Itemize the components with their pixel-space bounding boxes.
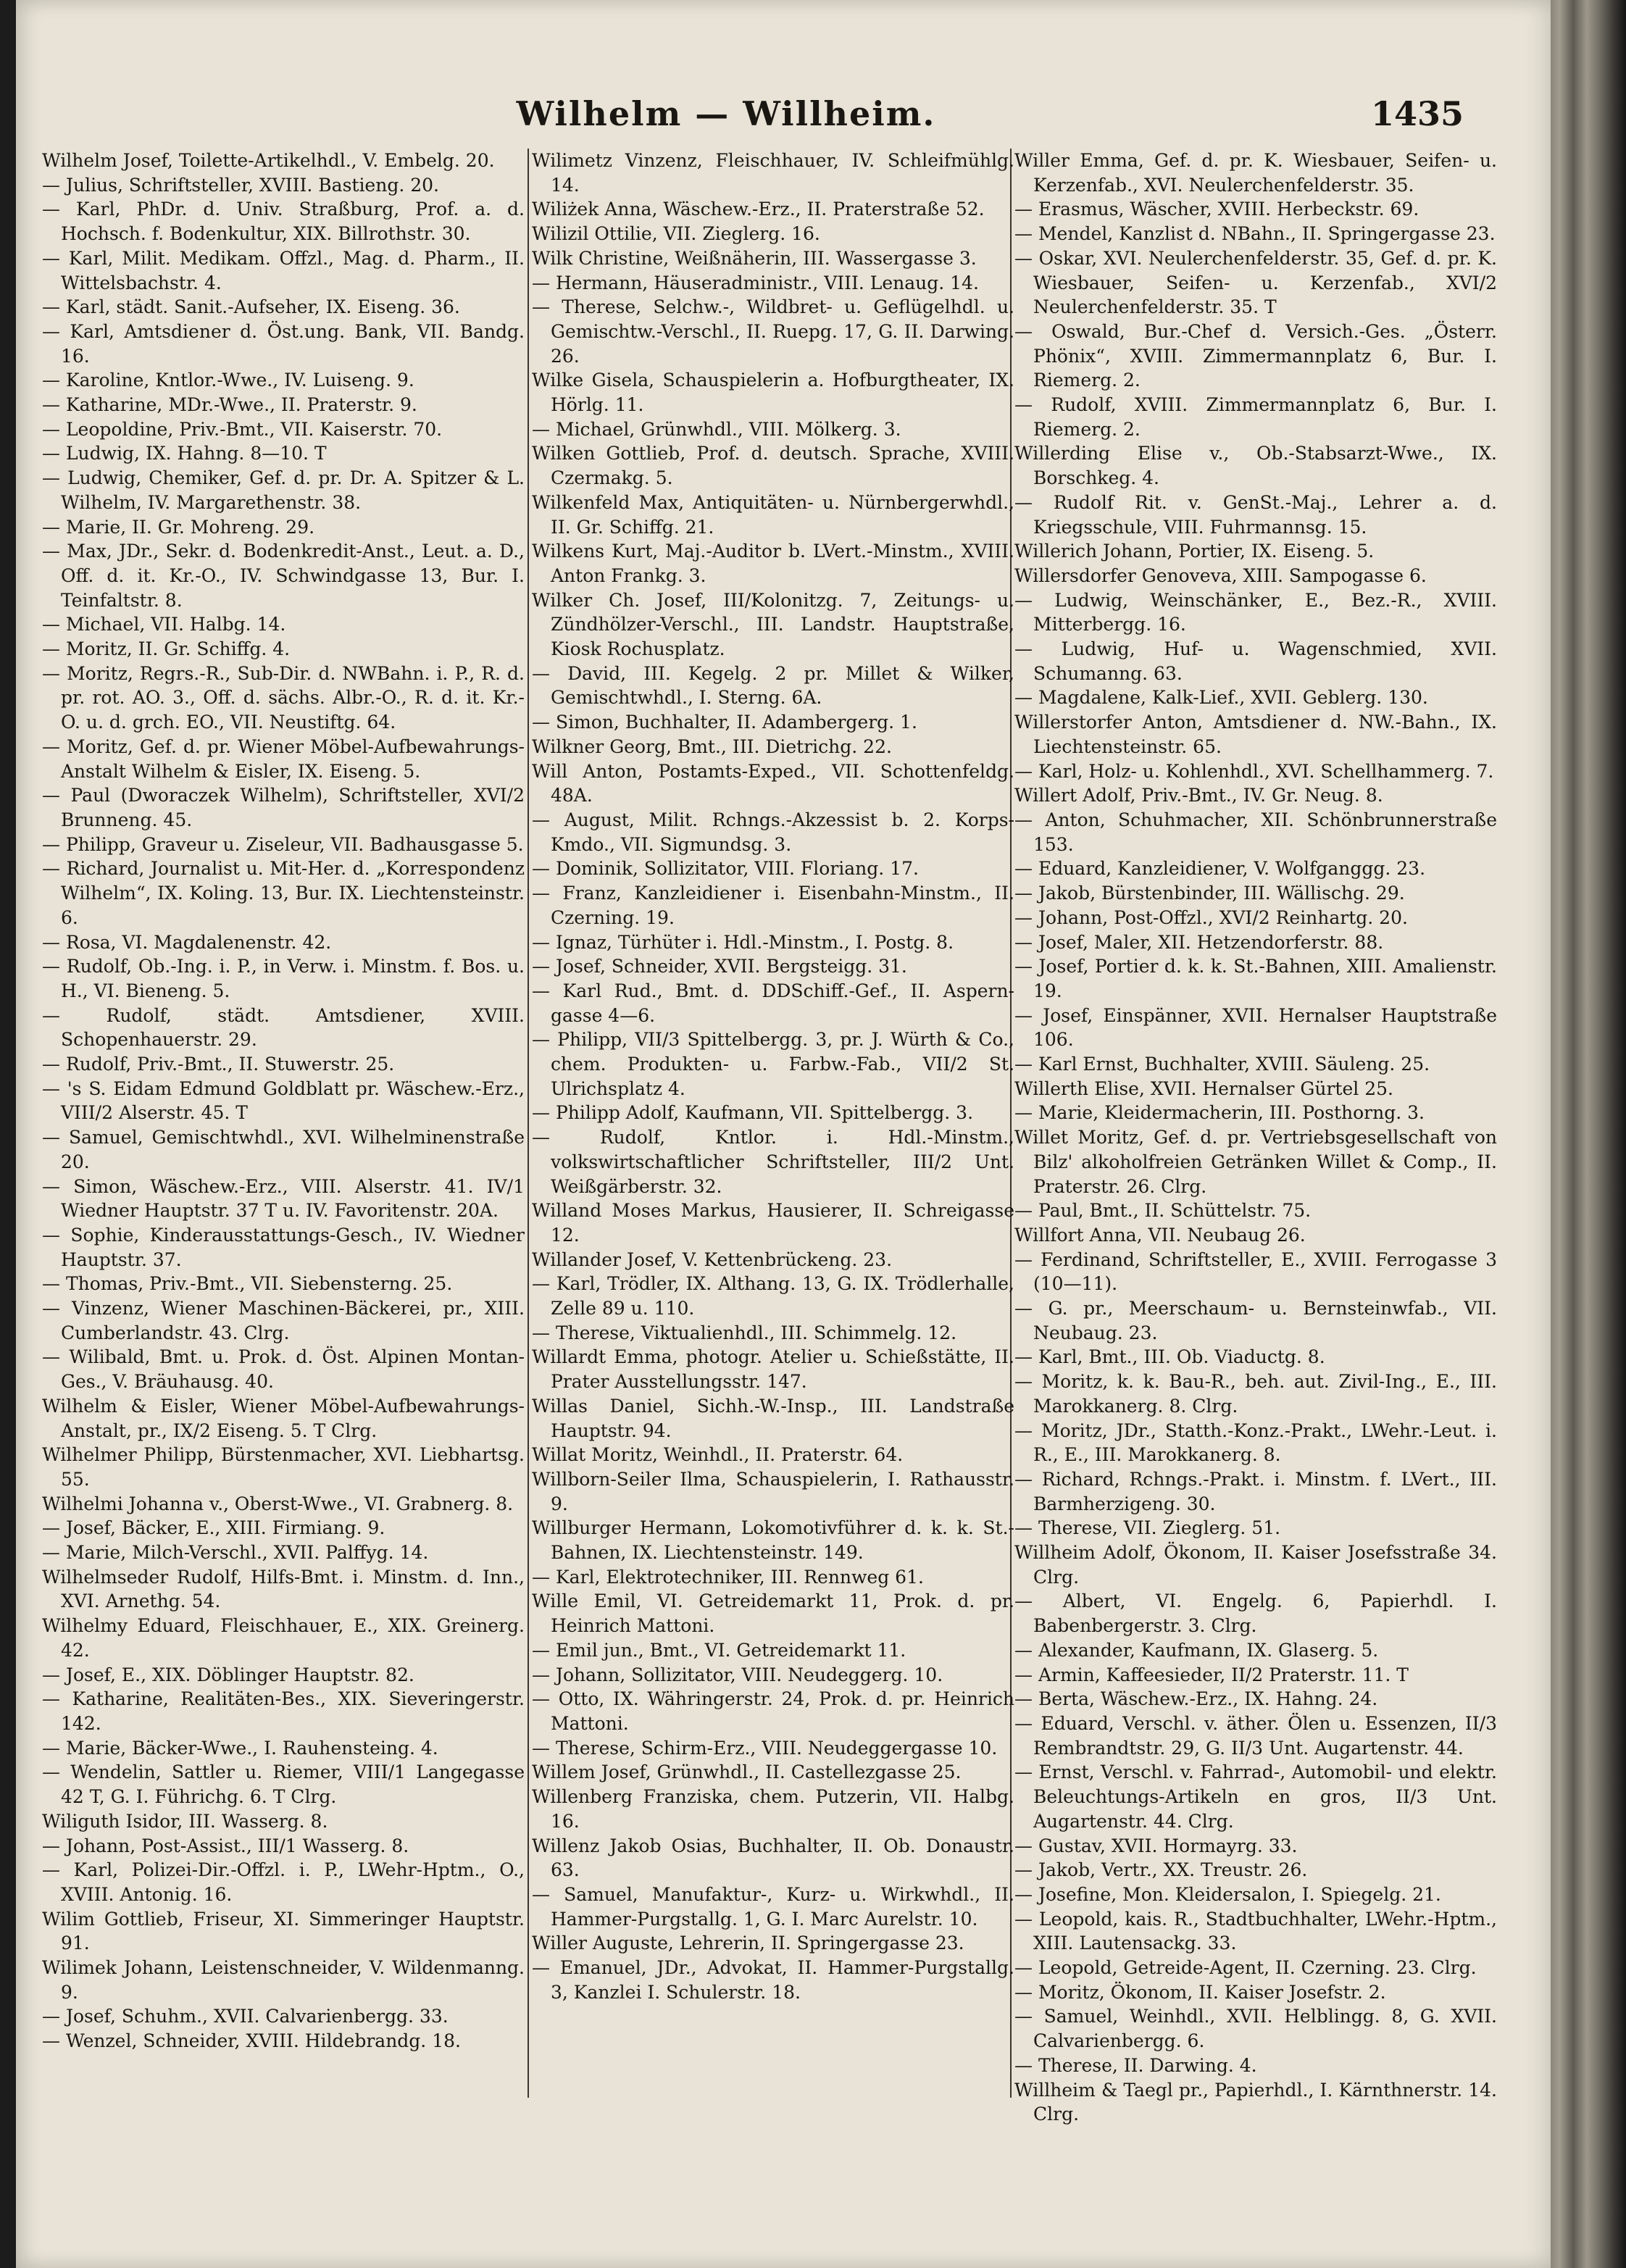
directory-entry: — Rudolf, Priv.-Bmt., II. Stuwerstr. 25. [42, 1054, 395, 1075]
directory-entry: — Jakob, Vertr., XX. Treustr. 26. [1014, 1859, 1308, 1881]
directory-entry: Wilhelmseder Rudolf, Hilfs-Bmt. i. Minstm. d. Inn., XVI. Arnethg. 54. [42, 1566, 525, 1612]
directory-entry: Wilker Ch. Josef, III/Kolonitzg. 7, Zeitungs- u. Zündhölzer-Verschl., III. Landstr. Hauptstraße, Kiosk Rochusplatz. [532, 589, 1014, 660]
directory-entry: — Ludwig, Huf- u. Wagenschmied, XVII. Schumanng. 63. [1014, 638, 1497, 684]
directory-entry: — Richard, Journalist u. Mit-Her. d. „Korrespondenz Wilhelm“, IX. Koling. 13, Bur. IX. Liechtensteinstr. 6. [42, 858, 525, 928]
directory-entry: — Therese, II. Darwing. 4. [1014, 2054, 1257, 2076]
directory-entry: Willfort Anna, VII. Neubaug 26. [1014, 1224, 1306, 1246]
directory-entry: — David, III. Kegelg. 2 pr. Millet & Wilker, Gemischtwhdl., I. Sterng. 6A. [532, 662, 1014, 709]
directory-entry: — Mendel, Kanzlist d. NBahn., II. Springergasse 23. [1014, 223, 1496, 245]
directory-entry: — Hermann, Häuseradministr., VIII. Lenaug. 14. [532, 272, 979, 293]
directory-entry: — Moritz, Ökonom, II. Kaiser Josefstr. 2. [1014, 1981, 1386, 2003]
directory-entry: — Gustav, XVII. Hormayrg. 33. [1014, 1835, 1298, 1856]
directory-entry: — Ferdinand, Schriftsteller, E., XVIII. Ferrogasse 3 (10—11). [1014, 1248, 1497, 1295]
page-number: 1435 [1370, 94, 1464, 133]
directory-entry: — Josef, Schuhm., XVII. Calvarienbergg. 33. [42, 2006, 449, 2027]
directory-entry: Wilk Christine, Weißnäherin, III. Wassergasse 3. [532, 247, 977, 269]
directory-entry: — Richard, Rchngs.-Prakt. i. Minstm. f. LVert., III. Barmherzigeng. 30. [1014, 1468, 1497, 1514]
directory-entry: — Karl, Elektrotechniker, III. Rennweg 61. [532, 1566, 924, 1588]
directory-entry: — Paul, Bmt., II. Schüttelstr. 75. [1014, 1200, 1312, 1222]
directory-entry: Wilke Gisela, Schauspielerin a. Hofburgtheater, IX. Hörlg. 11. [532, 370, 1014, 416]
directory-entry: Willer Auguste, Lehrerin, II. Springergasse 23. [532, 1933, 964, 1954]
directory-entry: — Sophie, Kinderausstattungs-Gesch., IV. Wiedner Hauptstr. 37. [42, 1224, 525, 1270]
directory-entry: Wille Emil, VI. Getreidemarkt 11, Prok. d. pr. Heinrich Mattoni. [532, 1590, 1014, 1637]
directory-entry: — Therese, Schirm-Erz., VIII. Neudeggergasse 10. [532, 1737, 998, 1759]
directory-entry: — Simon, Wäschew.-Erz., VIII. Alserstr. 41. IV/1 Wiedner Hauptstr. 37 T u. IV. Favoritenstr. 20A. [42, 1175, 525, 1222]
directory-entry: — Leopold, kais. R., Stadtbuchhalter, LWehr.-Hptm., XIII. Lautensackg. 33. [1014, 1908, 1497, 1954]
directory-entry: — Josefine, Mon. Kleidersalon, I. Spiegelg. 21. [1014, 1883, 1441, 1905]
directory-entry: — Marie, II. Gr. Mohreng. 29. [42, 516, 315, 538]
directory-entry: — Josef, Portier d. k. k. St.-Bahnen, XIII. Amalienstr. 19. [1014, 956, 1497, 1001]
directory-entry: Willardt Emma, photogr. Atelier u. Schießstätte, II. Prater Ausstellungsstr. 147. [532, 1346, 1014, 1393]
directory-entry: — Marie, Milch-Verschl., XVII. Palffyg. 14. [42, 1542, 429, 1564]
directory-entry: — G. pr., Meerschaum- u. Bernsteinwfab., VII. Neubaug. 23. [1014, 1298, 1497, 1343]
directory-entry: — Rudolf, Ob.-Ing. i. P., in Verw. i. Minstm. f. Bos. u. H., VI. Bieneng. 5. [42, 956, 525, 1001]
directory-entry: — Karl, Trödler, IX. Althang. 13, G. IX. Trödlerhalle, Zelle 89 u. 110. [532, 1273, 1014, 1319]
directory-entry: — Vinzenz, Wiener Maschinen-Bäckerei, pr., XIII. Cumberlandstr. 43. Clrg. [42, 1298, 525, 1343]
directory-entry: Wilimetz Vinzenz, Fleischhauer, IV. Schleifmühlg. 14. [532, 150, 1014, 196]
directory-entry: — Michael, VII. Halbg. 14. [42, 614, 286, 635]
directory-entry: — Ernst, Verschl. v. Fahrrad-, Automobil- und elektr. Beleuchtungs-Artikeln en gros, II/3 Unt. Augartenstr. 44. Clrg. [1014, 1762, 1497, 1832]
directory-entry: Willas Daniel, Sichh.-W.-Insp., III. Landstraße Hauptstr. 94. [532, 1395, 1014, 1441]
directory-entry: — Moritz, JDr., Statth.-Konz.-Prakt., LWehr.-Leut. i. R., E., III. Marokkanerg. 8. [1014, 1419, 1497, 1466]
directory-entry: Willander Josef, V. Kettenbrückeng. 23. [532, 1248, 893, 1270]
directory-entry: Willenberg Franziska, chem. Putzerin, VII. Halbg. 16. [532, 1786, 1014, 1832]
directory-entry: — Karl, PhDr. d. Univ. Straßburg, Prof. a. d. Hochsch. f. Bodenkultur, XIX. Billrothstr. 30. [42, 199, 525, 245]
directory-entry: — Josef, Bäcker, E., XIII. Firmiang. 9. [42, 1517, 385, 1539]
directory-entry: — Philipp, Graveur u. Ziseleur, VII. Badhausgasse 5. [42, 833, 524, 855]
directory-entry: Wilhelmer Philipp, Bürstenmacher, XVI. Liebhartsg. 55. [42, 1444, 525, 1490]
column-1 [42, 149, 525, 2105]
directory-entry: Wilhelm Josef, Toilette-Artikelhdl., V. Embelg. 20. [42, 150, 495, 171]
page-title: Wilhelm — Willheim. [516, 94, 936, 133]
directory-entry: Willerding Elise v., Ob.-Stabsarzt-Wwe., IX. Borschkeg. 4. [1014, 443, 1497, 489]
directory-entry: — Magdalene, Kalk-Lief., XVII. Geblerg. 130. [1014, 687, 1428, 709]
directory-entry: — Franz, Kanzleidiener i. Eisenbahn-Minstm., II. Czerning. 19. [532, 883, 1014, 928]
directory-entry: — Oswald, Bur.-Chef d. Versich.-Ges. „Österr. Phönix“, XVIII. Zimmermannplatz 6, Bur. I. Riemerg. 2. [1014, 320, 1497, 391]
directory-entry: — Moritz, II. Gr. Schiffg. 4. [42, 638, 291, 660]
directory-entry: Willerstorfer Anton, Amtsdiener d. NW.-Bahn., IX. Liechtensteinstr. 65. [1014, 712, 1497, 757]
directory-entry: Willheim & Taegl pr., Papierhdl., I. Kärnthnerstr. 14. Clrg. [1014, 2079, 1497, 2125]
directory-entry: — Karoline, Kntlor.-Wwe., IV. Luiseng. 9. [42, 370, 414, 391]
directory-entry: — Julius, Schriftsteller, XVIII. Bastieng. 20. [42, 174, 439, 196]
directory-entry: — Ludwig, IX. Hahng. 8—10. T [42, 443, 327, 464]
directory-entry: — Wilibald, Bmt. u. Prok. d. Öst. Alpinen Montan-Ges., V. Bräuhausg. 40. [42, 1346, 525, 1393]
directory-entry: — Rudolf, XVIII. Zimmermannplatz 6, Bur. I. Riemerg. 2. [1014, 394, 1497, 440]
directory-entry: — Albert, VI. Engelg. 6, Papierhdl. I. Babenbergerstr. 3. Clrg. [1014, 1590, 1497, 1637]
directory-entry: — Jakob, Bürstenbinder, III. Wällischg. 29. [1014, 883, 1405, 904]
directory-entry: — Armin, Kaffeesieder, II/2 Praterstr. 11. T [1014, 1664, 1409, 1685]
directory-entry: Willert Adolf, Priv.-Bmt., IV. Gr. Neug. 8. [1014, 785, 1383, 806]
directory-entry: — Karl, Amtsdiener d. Öst.ung. Bank, VII. Bandg. 16. [42, 320, 525, 367]
directory-entry: Wiliguth Isidor, III. Wasserg. 8. [42, 1810, 328, 1832]
directory-entry: — Moritz, Gef. d. pr. Wiener Möbel-Aufbewahrungs-Anstalt Wilhelm & Eisler, IX. Eiseng. 5. [42, 735, 525, 782]
directory-entry: Willburger Hermann, Lokomotivführer d. k. k. St.-Bahnen, IX. Liechtensteinstr. 149. [532, 1517, 1014, 1564]
directory-entry: — Thomas, Priv.-Bmt., VII. Siebensterng. 25. [42, 1273, 453, 1295]
directory-entry: — Therese, Selchw.-, Wildbret- u. Geflügelhdl. u. Gemischtw.-Verschl., II. Ruepg. 17, G. II. Darwing. 26. [532, 296, 1014, 367]
directory-entry: — Anton, Schuhmacher, XII. Schönbrunnerstraße 153. [1014, 809, 1497, 855]
directory-entry: — Ignaz, Türhüter i. Hdl.-Minstm., I. Postg. 8. [532, 931, 954, 953]
directory-entry: — Josef, E., XIX. Döblinger Hauptstr. 82. [42, 1664, 414, 1685]
directory-entry: Wilken Gottlieb, Prof. d. deutsch. Sprache, XVIII. Czermakg. 5. [532, 443, 1014, 489]
directory-entry: Wilhelmy Eduard, Fleischhauer, E., XIX. Greinerg. 42. [42, 1615, 525, 1661]
directory-entry: — Moritz, k. k. Bau-R., beh. aut. Zivil-Ing., E., III. Marokkanerg. 8. Clrg. [1014, 1371, 1497, 1417]
directory-entry: — Samuel, Manufaktur-, Kurz- u. Wirkwhdl., II. Hammer-Purgstallg. 1, G. I. Marc Aurelstr. 10. [532, 1883, 1014, 1930]
directory-entry: Wilim Gottlieb, Friseur, XI. Simmeringer Hauptstr. 91. [42, 1908, 525, 1954]
directory-entry: — Josef, Maler, XII. Hetzendorferstr. 88. [1014, 931, 1384, 953]
directory-entry: — Karl Ernst, Buchhalter, XVIII. Säuleng. 25. [1014, 1054, 1430, 1075]
directory-entry: — Katharine, Realitäten-Bes., XIX. Sieveringerstr. 142. [42, 1688, 525, 1734]
directory-entry: — Samuel, Gemischtwhdl., XVI. Wilhelminenstraße 20. [42, 1127, 525, 1172]
directory-entry: — Marie, Bäcker-Wwe., I. Rauhensteing. 4. [42, 1737, 438, 1759]
directory-entry: — Rudolf, städt. Amtsdiener, XVIII. Schopenhauerstr. 29. [42, 1004, 525, 1051]
directory-entry: Wilkner Georg, Bmt., III. Dietrichg. 22. [532, 735, 892, 757]
directory-entry: Willerich Johann, Portier, IX. Eiseng. 5. [1014, 541, 1375, 562]
directory-entry: — Ludwig, Weinschänker, E., Bez.-R., XVIII. Mitterbergg. 16. [1014, 589, 1497, 635]
directory-entry: — Johann, Post-Assist., III/1 Wasserg. 8. [42, 1835, 409, 1856]
directory-entry: — Johann, Sollizitator, VIII. Neudeggerg. 10. [532, 1664, 943, 1685]
directory-entry: Willheim Adolf, Ökonom, II. Kaiser Josefsstraße 34. Clrg. [1014, 1542, 1497, 1588]
directory-entry: — Rudolf, Kntlor. i. Hdl.-Minstm., volkswirtschaftlicher Schriftsteller, III/2 Unt. Weißgärberstr. 32. [532, 1127, 1014, 1197]
directory-entry: — Therese, Viktualienhdl., III. Schimmelg. 12. [532, 1322, 957, 1343]
directory-entry: — Otto, IX. Währingerstr. 24, Prok. d. pr. Heinrich Mattoni. [532, 1688, 1014, 1734]
directory-entry: — Karl, städt. Sanit.-Aufseher, IX. Eiseng. 36. [42, 296, 460, 318]
directory-entry: — Marie, Kleidermacherin, III. Posthorng. 3. [1014, 1102, 1425, 1124]
column-3 [1014, 149, 1497, 2125]
directory-entry: — Johann, Post-Offzl., XVI/2 Reinhartg. 20. [1014, 906, 1408, 928]
directory-entry: — Karl, Holz- u. Kohlenhdl., XVI. Schellhammerg. 7. [1014, 760, 1494, 782]
directory-entry: Willem Josef, Grünwhdl., II. Castellezgasse 25. [532, 1762, 962, 1783]
directory-entry: — Josef, Einspänner, XVII. Hernalser Hauptstraße 106. [1014, 1004, 1497, 1051]
directory-entry: — Oskar, XVI. Neulerchenfelderstr. 35, Gef. d. pr. K. Wiesbauer, Seifen- u. Kerzenfab., XVI/2 Neulerchenfelderstr. 35. T [1014, 247, 1497, 318]
directory-entry: — Max, JDr., Sekr. d. Bodenkredit-Anst., Leut. a. D., Off. d. it. Kr.-O., IV. Schwindgasse 13, Bur. I. Teinfaltstr. 8. [42, 541, 525, 611]
directory-entry: Wiliżek Anna, Wäschew.-Erz., II. Praterstraße 52. [532, 199, 985, 220]
directory-entry: — Emanuel, JDr., Advokat, II. Hammer-Purgstallg. 3, Kanzlei I. Schulerstr. 18. [532, 1957, 1014, 2003]
column-divider [528, 149, 529, 2098]
directory-entry: Wilizil Ottilie, VII. Zieglerg. 16. [532, 223, 820, 245]
directory-entry: — Josef, Schneider, XVII. Bergsteigg. 31. [532, 956, 907, 977]
directory-entry: — Karl, Bmt., III. Ob. Viaductg. 8. [1014, 1346, 1325, 1368]
directory-entry: — Simon, Buchhalter, II. Adambergerg. 1. [532, 712, 917, 733]
directory-entry: — Karl Rud., Bmt. d. DDSchiff.-Gef., II. Aspern-gasse 4—6. [532, 980, 1014, 1026]
directory-entry: — Rudolf Rit. v. GenSt.-Maj., Lehrer a. d. Kriegsschule, VIII. Fuhrmannsg. 15. [1014, 491, 1497, 538]
directory-entry: — Wenzel, Schneider, XVIII. Hildebrandg. 18. [42, 2030, 461, 2052]
directory-entry: Willersdorfer Genoveva, XIII. Sampogasse 6. [1014, 564, 1427, 586]
directory-entry: — Dominik, Sollizitator, VIII. Floriang. 17. [532, 858, 919, 880]
directory-entry: — Wendelin, Sattler u. Riemer, VIII/1 Langegasse 42 T, G. I. Führichg. 6. T Clrg. [42, 1762, 525, 1808]
directory-entry: Wilhelm & Eisler, Wiener Möbel-Aufbewahrungs-Anstalt, pr., IX/2 Eiseng. 5. T Clrg. [42, 1395, 525, 1441]
directory-entry: — Moritz, Regrs.-R., Sub-Dir. d. NWBahn. i. P., R. d. pr. rot. AO. 3., Off. d. sächs. Albr.-O., R. d. it. Kr.-O. u. d. grch. EO., VII. Neustiftg. 64. [42, 662, 525, 733]
column-2 [532, 149, 1014, 2105]
directory-entry: — 's S. Eidam Edmund Goldblatt pr. Wäschew.-Erz., VIII/2 Alserstr. 45. T [42, 1077, 525, 1124]
directory-entry: Willenz Jakob Osias, Buchhalter, II. Ob. Donaustr. 63. [532, 1835, 1014, 1881]
directory-entry: — Eduard, Verschl. v. äther. Ölen u. Essenzen, II/3 Rembrandtstr. 29, G. II/3 Unt. Augartenstr. 44. [1014, 1713, 1497, 1759]
directory-entry: — Karl, Milit. Medikam. Offzl., Mag. d. Pharm., II. Wittelsbachstr. 4. [42, 247, 525, 293]
directory-entry: — Paul (Dworaczek Wilhelm), Schriftsteller, XVI/2 Brunneng. 45. [42, 785, 525, 830]
directory-entry: — Therese, VII. Zieglerg. 51. [1014, 1517, 1281, 1539]
directory-entry: Willerth Elise, XVII. Hernalser Gürtel 25. [1014, 1077, 1393, 1099]
directory-entry: Wilkens Kurt, Maj.-Auditor b. LVert.-Minstm., XVIII. Anton Frankg. 3. [532, 541, 1014, 586]
directory-entry: Willborn-Seiler Ilma, Schauspielerin, I. Rathausstr. 9. [532, 1468, 1014, 1514]
directory-entry: — Katharine, MDr.-Wwe., II. Praterstr. 9. [42, 394, 417, 416]
directory-entry: Wilimek Johann, Leistenschneider, V. Wildenmanng. 9. [42, 1957, 525, 2003]
directory-entry: — Leopoldine, Priv.-Bmt., VII. Kaiserstr. 70. [42, 418, 443, 440]
directory-entry: — Berta, Wäschew.-Erz., IX. Hahng. 24. [1014, 1688, 1378, 1710]
directory-entry: Wilhelmi Johanna v., Oberst-Wwe., VI. Grabnerg. 8. [42, 1493, 514, 1514]
directory-entry: — August, Milit. Rchngs.-Akzessist b. 2. Korps-Kmdo., VII. Sigmundsg. 3. [532, 809, 1014, 855]
directory-entry: — Leopold, Getreide-Agent, II. Czerning. 23. Clrg. [1014, 1957, 1477, 1979]
directory-entry: Willet Moritz, Gef. d. pr. Vertriebsgesellschaft von Bilz' alkoholfreien Getränken Willet & Comp., II. Praterstr. 26. Clrg. [1014, 1127, 1497, 1197]
directory-entry: — Erasmus, Wäscher, XVIII. Herbeckstr. 69. [1014, 199, 1419, 220]
directory-page [16, 0, 1551, 2268]
directory-entry: — Michael, Grünwhdl., VIII. Mölkerg. 3. [532, 418, 901, 440]
directory-entry: Wilkenfeld Max, Antiquitäten- u. Nürnbergerwhdl., II. Gr. Schiffg. 21. [532, 491, 1014, 538]
directory-entry: Will Anton, Postamts-Exped., VII. Schottenfeldg. 48A. [532, 760, 1014, 806]
directory-entry: — Samuel, Weinhdl., XVII. Helblingg. 8, G. XVII. Calvarienbergg. 6. [1014, 2006, 1497, 2052]
book-edge [1551, 0, 1626, 2268]
directory-entry: — Philipp Adolf, Kaufmann, VII. Spittelbergg. 3. [532, 1102, 974, 1124]
directory-entry: — Philipp, VII/3 Spittelbergg. 3, pr. J. Würth & Co., chem. Produkten- u. Farbw.-Fab., VII/2 St. Ulrichsplatz 4. [532, 1029, 1014, 1099]
directory-entry: — Karl, Polizei-Dir.-Offzl. i. P., LWehr-Hptm., O., XVIII. Antonig. 16. [42, 1859, 525, 1905]
page-header [16, 94, 1551, 145]
directory-entry: — Ludwig, Chemiker, Gef. d. pr. Dr. A. Spitzer & L. Wilhelm, IV. Margarethenstr. 38. [42, 467, 525, 513]
directory-entry: Willer Emma, Gef. d. pr. K. Wiesbauer, Seifen- u. Kerzenfab., XVI. Neulerchenfelderstr. 35. [1014, 150, 1497, 196]
directory-entry: Willand Moses Markus, Hausierer, II. Schreigasse 12. [532, 1200, 1014, 1246]
directory-entry: — Alexander, Kaufmann, IX. Glaserg. 5. [1014, 1639, 1379, 1661]
directory-entry: Willat Moritz, Weinhdl., II. Praterstr. 64. [532, 1444, 904, 1466]
directory-entry: — Rosa, VI. Magdalenenstr. 42. [42, 931, 332, 953]
directory-entry: — Eduard, Kanzleidiener, V. Wolfganggg. 23. [1014, 858, 1426, 880]
directory-entry: — Emil jun., Bmt., VI. Getreidemarkt 11. [532, 1639, 906, 1661]
